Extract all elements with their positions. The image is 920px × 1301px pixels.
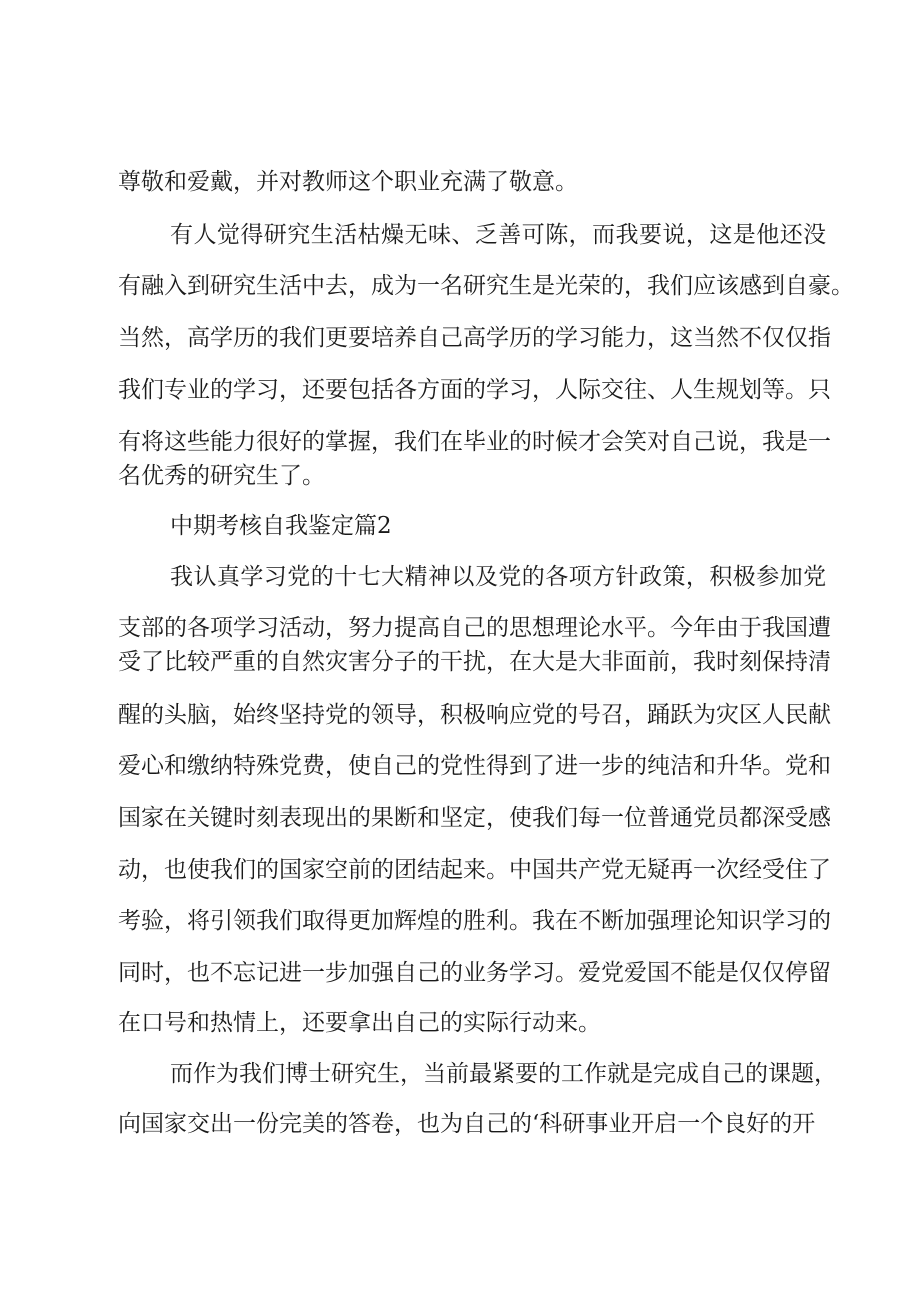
text-line: 名优秀的研究生了。	[118, 463, 325, 489]
text-line: 动，也使我们的国家空前的团结起来。中国共产党无疑再一次经受住了	[118, 857, 831, 883]
text-line: 爱心和缴纳特殊党费，使自己的党性得到了进一步的纯洁和升华。党和	[118, 753, 831, 779]
text-line: 向国家交出一份完美的答卷，也为自己的‘科研事业开启一个良好的开	[118, 1111, 816, 1137]
text-line: 我们专业的学习，还要包括各方面的学习，人际交往、人生规划等。只	[118, 377, 831, 403]
text-line: 当然，高学历的我们更要培养自己高学历的学习能力，这当然不仅仅指	[118, 325, 831, 351]
text-line: 同时，也不忘记进一步加强自己的业务学习。爱党爱国不能是仅仅停留	[118, 960, 831, 986]
text-line: 考验，将引领我们取得更加辉煌的胜利。我在不断加强理论知识学习的	[118, 908, 831, 934]
text-line: 有将这些能力很好的掌握，我们在毕业的时候才会笑对自己说，我是一	[118, 429, 831, 455]
text-line: 在口号和热情上，还要拿出自己的实际行动来。	[118, 1010, 601, 1036]
text-line: 醒的头脑，始终坚持党的领导，积极响应党的号召，踊跃为灾区人民献	[118, 702, 831, 728]
text-line: 我认真学习党的十七大精神以及党的各项方针政策，积极参加党	[170, 564, 827, 590]
text-line: 有人觉得研究生活枯燥无味、乏善可陈，而我要说，这是他还没	[170, 222, 827, 248]
text-line: 受了比较严重的自然灾害分子的干扰，在大是大非面前，我时刻保持清	[118, 649, 831, 675]
text-line: 而作为我们博士研究生，当前最紧要的工作就是完成自己的课题，	[170, 1061, 837, 1087]
text-line: 有融入到研究生活中去，成为一名研究生是光荣的，我们应该感到自豪。	[118, 273, 854, 299]
text-line: 支部的各项学习活动，努力提高自己的思想理论水平。今年由于我国遭	[118, 615, 831, 641]
text-line: 尊敬和爱戴，并对教师这个职业充满了敬意。	[118, 169, 578, 195]
section-heading: 中期考核自我鉴定篇2	[170, 513, 392, 539]
text-line: 国家在关键时刻表现出的果断和坚定，使我们每一位普通党员都深受感	[118, 805, 831, 831]
